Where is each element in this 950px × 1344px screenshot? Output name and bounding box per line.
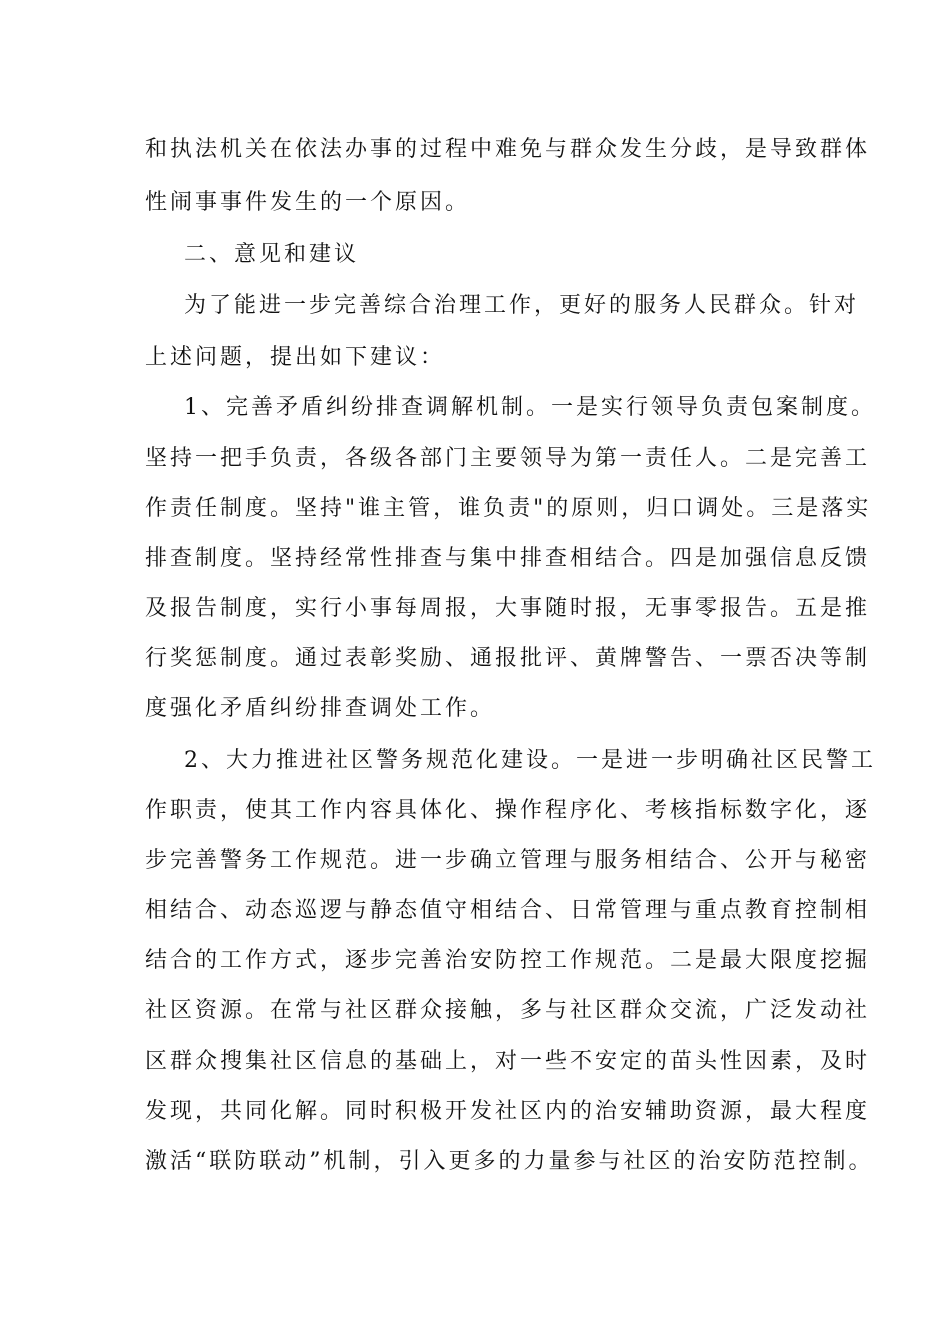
text-line: 相结合、动态巡逻与静态值守相结合、日常管理与重点教育控制相 [145, 898, 871, 923]
text-line: 性闹事事件发生的一个原因。 [145, 190, 471, 215]
text-line: 及报告制度，实行小事每周报，大事随时报，无事零报告。五是推 [145, 596, 871, 621]
text-line: 为了能进一步完善综合治理工作，更好的服务人民群众。针对 [184, 293, 860, 318]
text-line: 激活“联防联动”机制，引入更多的力量参与社区的治安防范控制。 [145, 1149, 874, 1174]
text-line: 作职责，使其工作内容具体化、操作程序化、考核指标数字化，逐 [145, 798, 871, 823]
text-line: 行奖惩制度。通过表彰奖励、通报批评、黄牌警告、一票否决等制 [145, 646, 871, 671]
text-line: 步完善警务工作规范。进一步确立管理与服务相结合、公开与秘密 [145, 848, 871, 873]
text-line: 度强化矛盾纠纷排查调处工作。 [145, 696, 496, 721]
text-line: 2、大力推进社区警务规范化建设。一是进一步明确社区民警工 [184, 748, 876, 773]
text-line: 1、完善矛盾纠纷排查调解机制。一是实行领导负责包案制度。 [184, 395, 876, 420]
text-line: 区群众搜集社区信息的基础上，对一些不安定的苗头性因素，及时 [145, 1049, 871, 1074]
text-line: 上述问题，提出如下建议： [145, 345, 446, 370]
text-line: 发现，共同化解。同时积极开发社区内的治安辅助资源，最大程度 [145, 1099, 871, 1124]
text-line: 排查制度。坚持经常性排查与集中排查相结合。四是加强信息反馈 [145, 546, 871, 571]
section-heading: 二、意见和建议 [184, 242, 360, 267]
text-line: 坚持一把手负责，各级各部门主要领导为第一责任人。二是完善工 [145, 446, 871, 471]
text-line: 结合的工作方式，逐步完善治安防控工作规范。二是最大限度挖掘 [145, 948, 871, 973]
text-line: 作责任制度。坚持"谁主管，谁负责"的原则，归口调处。三是落实 [145, 496, 872, 521]
text-line: 社区资源。在常与社区群众接触，多与社区群众交流，广泛发动社 [145, 998, 871, 1023]
text-line: 和执法机关在依法办事的过程中难免与群众发生分歧，是导致群体 [145, 137, 871, 162]
